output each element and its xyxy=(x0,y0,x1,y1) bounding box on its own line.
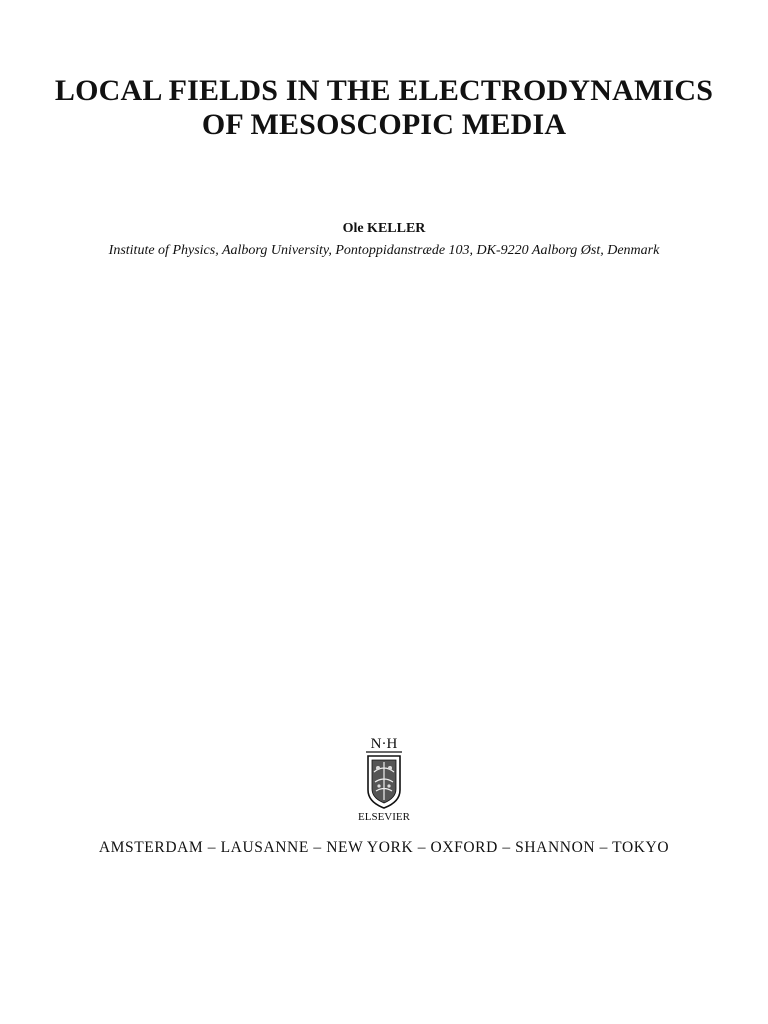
author-name: Ole KELLER xyxy=(342,221,426,236)
elsevier-tree-logo-icon xyxy=(352,734,416,822)
title-line-2: OF MESOSCOPIC MEDIA xyxy=(201,108,567,141)
title-line-1: LOCAL FIELDS IN THE ELECTRODYNAMICS xyxy=(54,74,714,107)
author-affiliation: Institute of Physics, Aalborg University, Pontoppidanstræde 103, DK-9220 Aalborg Øst, Denmark xyxy=(108,243,660,258)
publisher-cities: AMSTERDAM – LAUSANNE – NEW YORK – OXFORD – SHANNON – TOKYO xyxy=(98,839,670,856)
logo-mark-text: N·H xyxy=(370,736,398,752)
publisher-name: ELSEVIER xyxy=(358,811,410,822)
book-title xyxy=(0,74,768,142)
publisher-logo xyxy=(352,734,416,822)
